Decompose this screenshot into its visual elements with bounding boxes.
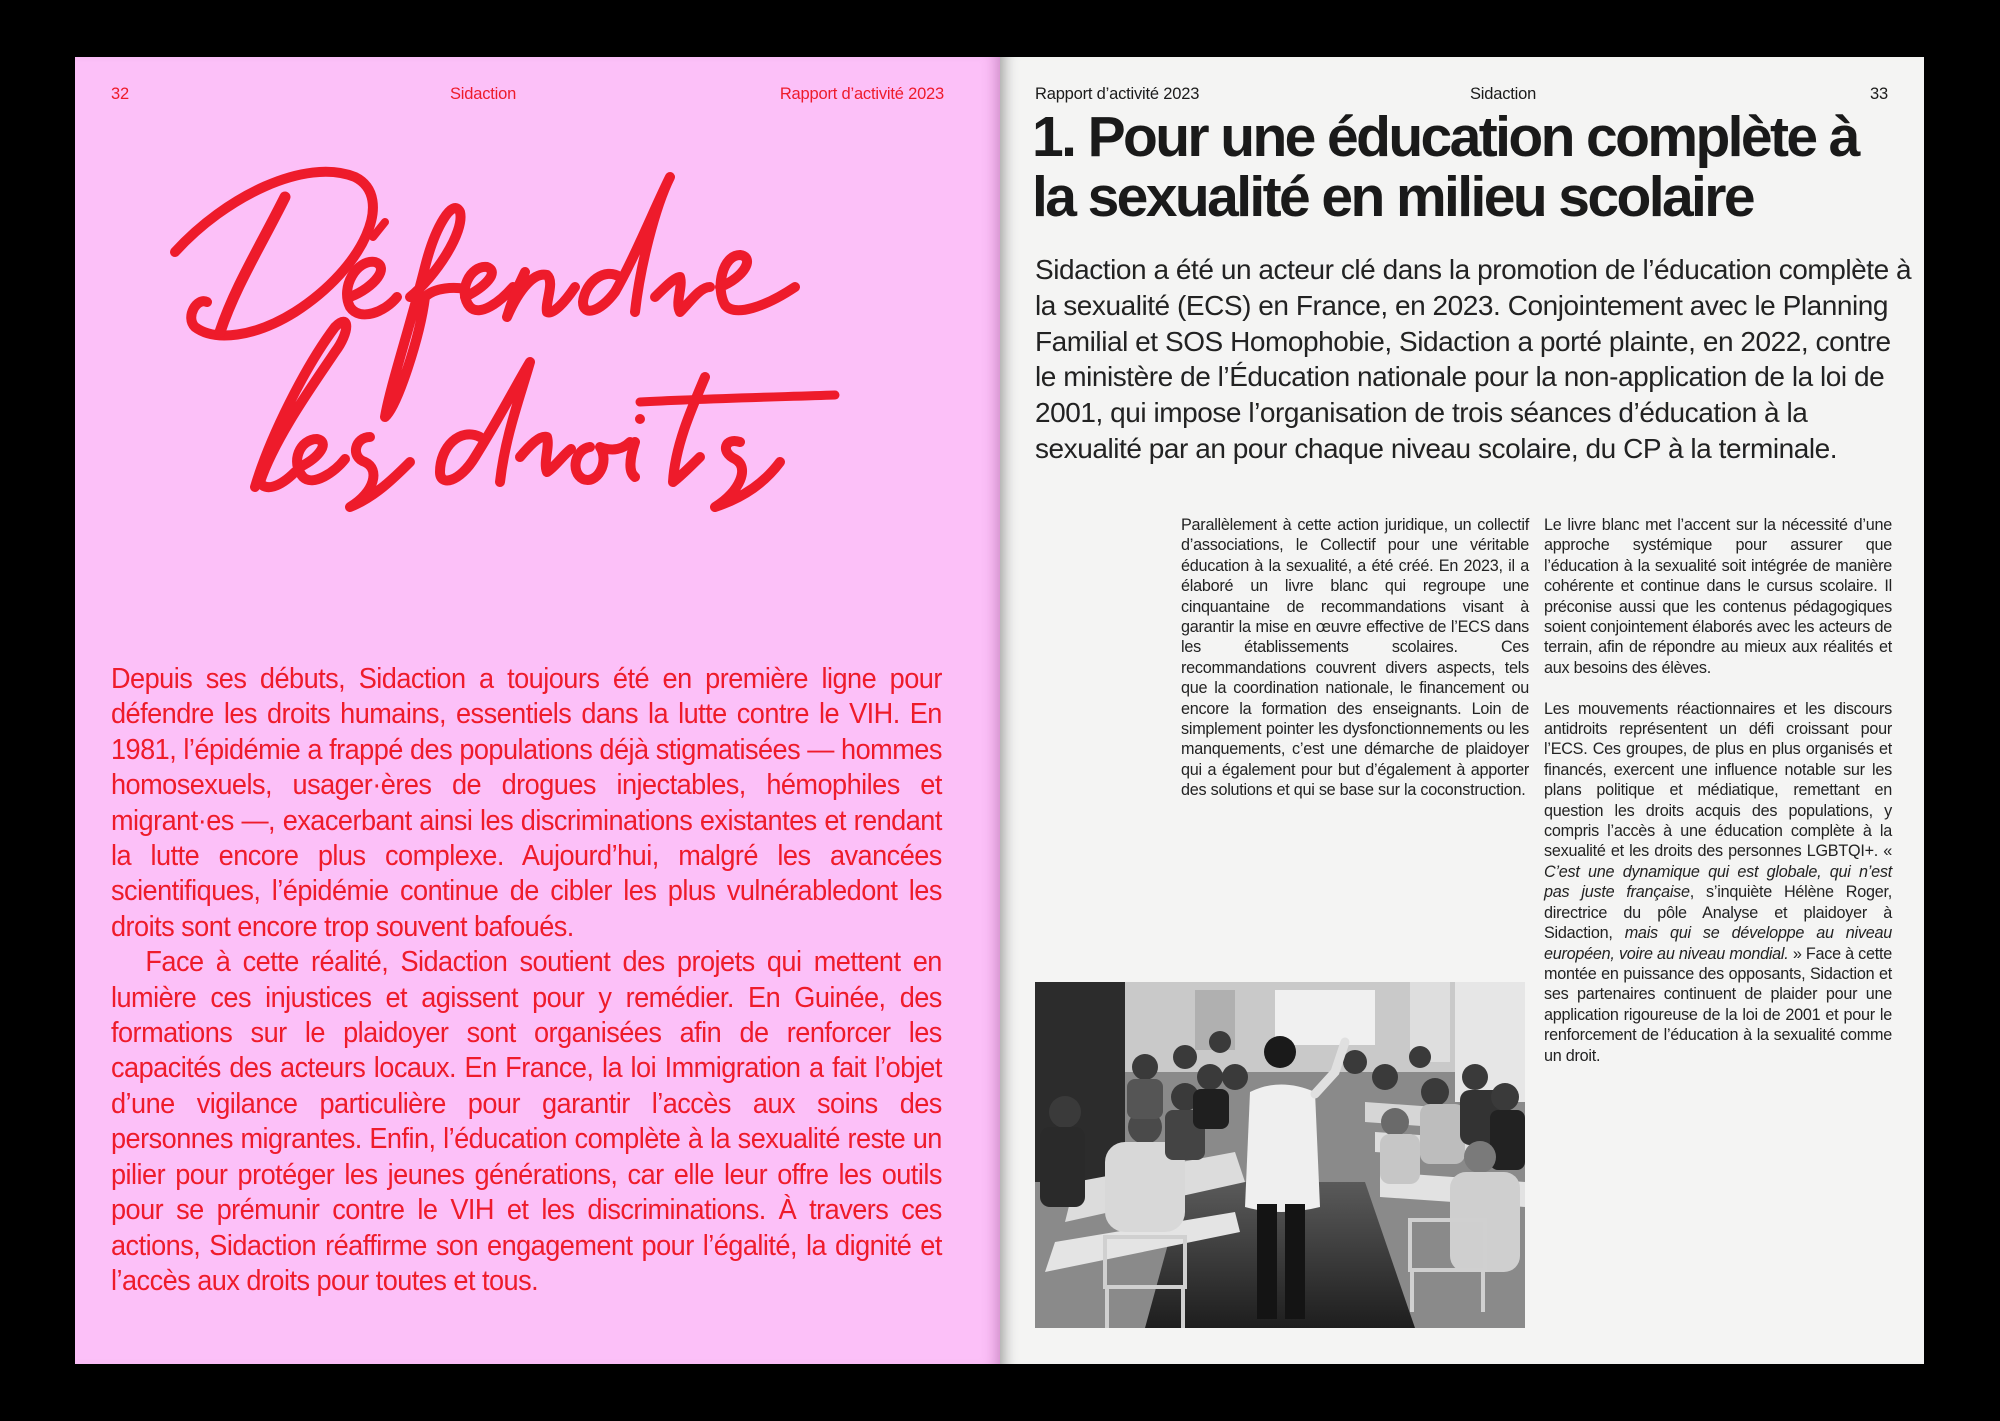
quote-part-2: mais qui se développe au niveau européen, voire au niveau mondial. (1544, 924, 1893, 963)
left-page (75, 57, 1000, 1364)
left-paragraph-1: Depuis ses débuts, Sidaction a toujours été en première ligne pour défendre les droits humains, essentiels dans la lutte contre le VIH. En 1981, l’épidémie a frappé des populations déjà stigmatisées — hommes homosexuels, usager·ères de drogues injectables, hémophiles et migrant·es —, exacerbant ainsi les discriminations existantes et rendant la lutte encore plus complexe. Aujourd’hui, malgré les avancées scientifiques, l’épidémie continue de cibler les plus vulnérabledont les droits sont encore trop souvent bafoués. (111, 663, 942, 943)
page-number: 33 (1870, 85, 1888, 103)
paragraph-outro: » Face à cette montée en puissance des opposants, Sidaction et ses partenaires continuent de plaider pour une application rigoureuse de la loi de 2001 et pour le renforcement de l’éducation à la sexualité comme un droit. (1544, 944, 1893, 1065)
column-2-paragraph-1: Le livre blanc met l’accent sur la nécessité d’une approche systémique pour assurer que l’éducation à la sexualité soit intégrée de manière cohérente et continue dans le cursus scolaire. Il préconise aussi que les contenus pédagogiques soient conjointement élaborés avec les acteurs de terrain, afin de répondre au mieux aux réalités et aux besoins des élèves. (1544, 516, 1892, 677)
running-head-report: Rapport d’activité 2023 (1035, 85, 1200, 103)
left-paragraph-2: Face à cette réalité, Sidaction soutient des projets qui mettent en lumière ces injustices et agissent pour y remédier. En Guinée, des formations sur le plaidoyer sont organisées afin de renforcer les capacités des acteurs locaux. En France, la loi Immigration a fait l’objet d’une vigilance particulière pour garantir l’accès aux soins des personnes migrantes. Enfin, l’éducation complète à la sexualité reste un pilier pour protéger les jeunes générations, car elle leur offre les outils pour se prémunir contre le VIH et les discriminations. À travers ces actions, Sidaction réaffirme son engagement pour l’égalité, la dignité et l’accès aux droits pour toutes et tous. (111, 946, 942, 1297)
running-head-report: Rapport d’activité 2023 (779, 85, 944, 103)
quote-attribution: , s’inquiète Hélène Roger, directrice du pôle Analyse et plaidoyer à Sidaction, (1544, 883, 1892, 943)
right-page (1000, 57, 1924, 1364)
classroom-photo (1035, 982, 1525, 1328)
text-column-1 (1181, 515, 1529, 801)
text-column-2 (1544, 515, 1892, 1066)
lead-paragraph: Sidaction a été un acteur clé dans la promotion de l’éducation complète à la sexualité (ECS) en France, en 2023. Conjointement avec le Planning Familial et SOS Homophobie, Sidaction a porté plainte, en 2022, contre le ministère de l’Éducation nationale pour la non-application de la loi de 2001, qui impose l’organisation de trois séances d’éducation à la sexualité par an pour chaque niveau scolaire, du CP à la terminale. (1035, 254, 1912, 464)
left-body-text (111, 662, 942, 1299)
quote-part-1: C’est une dynamique qui est globale, qui n’est pas juste française (1544, 862, 1892, 902)
column-2-paragraph-2 (1544, 699, 1892, 1066)
column-1-paragraph: Parallèlement à cette action juridique, un collectif d’associations, le Collectif pour une véritable éducation à la sexualité, a été créé. En 2023, il a élaboré un livre blanc qui regroupe une cinquantaine de recommandations visant à garantir la mise en œuvre effective de l’ECS dans les établissements scolaires. Ces recommandations couvrent divers aspects, tels que la coordination nationale, le financement ou encore la formation des enseignants. Loin de simplement pointer les dysfonctionnements ou les manquements, c’est une démarche de plaidoyer qui a également pour but d’également à apporter des solutions et qui se base sur la coconstruction. (1181, 516, 1529, 800)
running-head-brand: Sidaction (1470, 85, 1537, 103)
running-head-brand: Sidaction (450, 85, 517, 103)
section-title: 1. Pour une éducation complète à la sexualité en milieu scolaire (1032, 105, 1858, 229)
script-title (135, 137, 995, 537)
paragraph-intro: Les mouvements réactionnaires et les discours antidroits représentent un défi croissant pour l’ECS. Ces groupes, de plus en plus organisés et financés, exercent une influence notable sur les plans politique et médiatique, remettant en question les droits acquis des populations, y compris l’accès à une éducation complète à la sexualité et les droits des personnes LGBTQI+. « (1544, 699, 1892, 861)
classroom-photo-illustration (1035, 982, 1525, 1328)
page-number: 32 (111, 85, 129, 103)
script-title-lettering (135, 137, 995, 537)
